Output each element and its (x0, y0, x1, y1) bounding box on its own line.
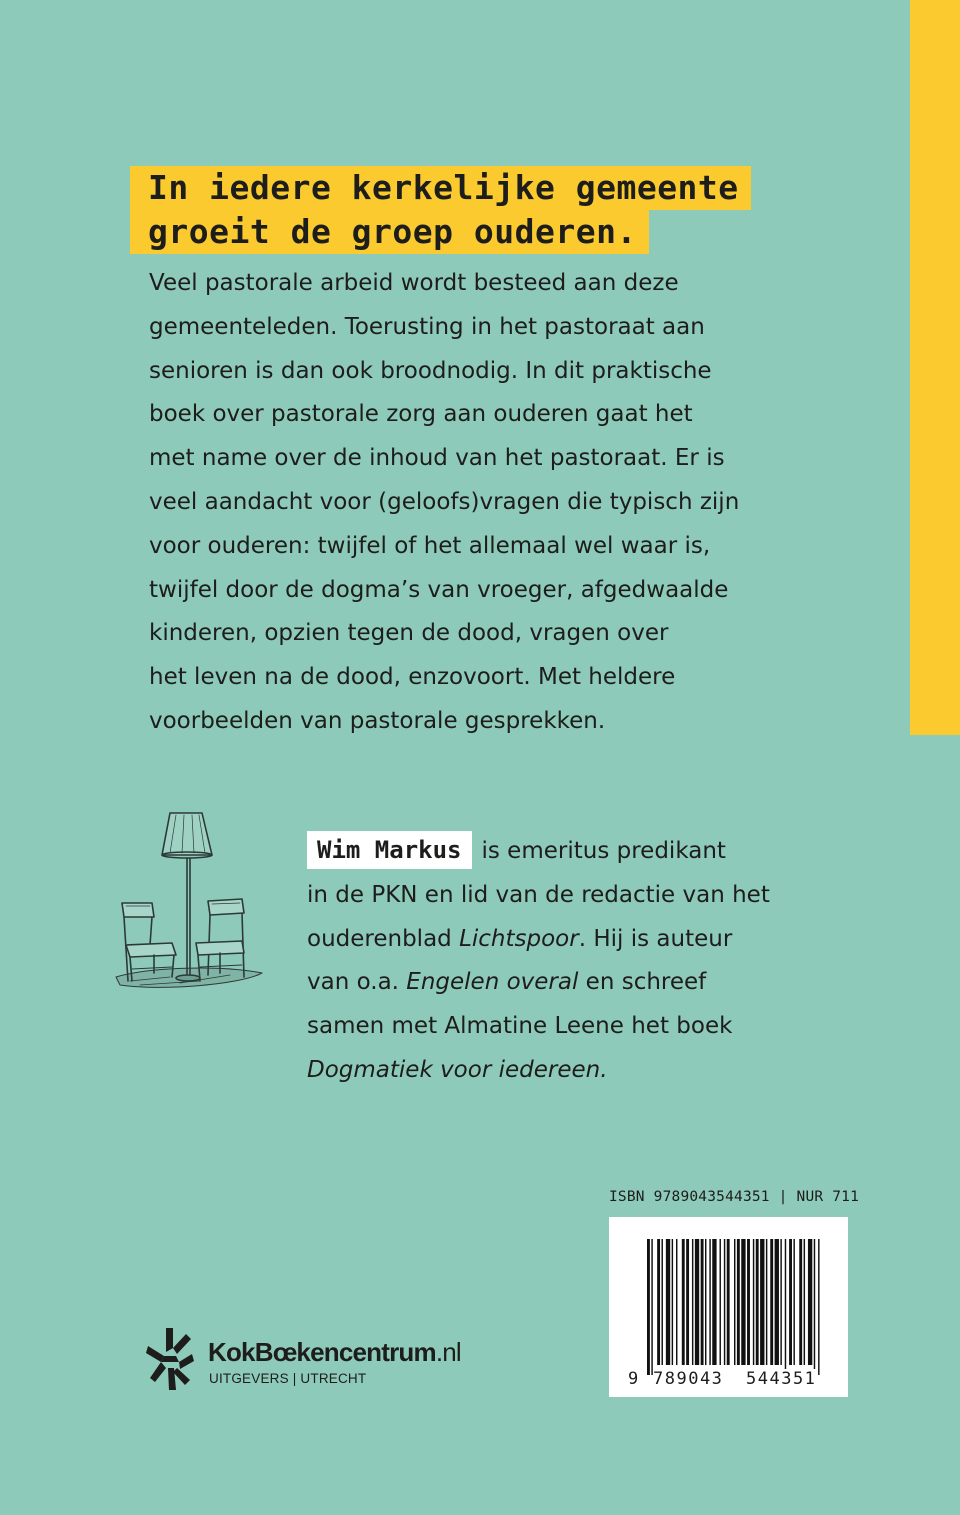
barcode-bar (686, 1239, 689, 1365)
author-bio-text: . Hij is auteur (578, 925, 733, 952)
isbn-nur-line: ISBN 9789043544351 | NUR 711 (609, 1189, 860, 1205)
author-name: Wim Markus (307, 831, 472, 869)
barcode-bar (662, 1239, 663, 1365)
barcode-bar (775, 1239, 779, 1365)
publisher-logo-mark-icon (146, 1326, 194, 1392)
barcode-bar (785, 1239, 786, 1375)
publisher-logo (146, 1326, 486, 1396)
barcode-bar (753, 1239, 754, 1365)
blurb-line: senioren is dan ook broodnodig. In dit praktische (149, 357, 712, 384)
barcode-bar (766, 1239, 767, 1365)
barcode-bar (789, 1239, 792, 1365)
barcode-bar (724, 1239, 725, 1365)
barcode-bar (756, 1239, 759, 1365)
author-bio-line-3 (307, 918, 777, 962)
barcode-digits-left: 789043 (653, 1369, 724, 1389)
blurb-line: twijfel door de dogma’s van vroeger, afgedwaalde (149, 576, 729, 603)
blurb-line: boek over pastorale zorg aan ouderen gaat het (149, 401, 693, 428)
barcode-bar (799, 1239, 802, 1365)
publisher-name (208, 1337, 461, 1368)
barcode-bar (793, 1239, 794, 1365)
headline (130, 166, 830, 254)
publisher-subtitle: UITGEVERS | UTRECHT (209, 1371, 367, 1386)
barcode-bar (804, 1239, 805, 1365)
barcode-bar (734, 1239, 735, 1365)
author-bio-text: en schreef (578, 969, 707, 996)
blurb-text (149, 262, 769, 744)
blurb-line: voorbeelden van pastorale gesprekken. (149, 707, 606, 734)
blurb-line: kinderen, opzien tegen de dood, vragen over (149, 620, 669, 647)
blurb-line: voor ouderen: twijfel of het allemaal wel waar is, (149, 532, 711, 559)
barcode-bar (720, 1239, 721, 1365)
author-bio-text: van o.a. (307, 969, 407, 996)
blurb-line: het leven na de dood, enzovoort. Met heldere (149, 664, 676, 691)
barcode-bar (780, 1239, 781, 1365)
barcode-bar (692, 1239, 693, 1365)
barcode-digit-first: 9 (628, 1369, 639, 1389)
barcode-bar (760, 1239, 764, 1365)
blurb-line: gemeenteleden. Toerusting in het pastoraat aan (149, 313, 705, 340)
barcode-digits (609, 1365, 848, 1395)
barcode-bar (741, 1239, 745, 1365)
barcode-bar (737, 1239, 740, 1365)
blurb-line: met name over de inhoud van het pastoraat. Er is (149, 445, 725, 472)
barcode-bar (657, 1239, 660, 1365)
author-bio-line-4 (307, 961, 777, 1005)
barcode-bar (647, 1239, 650, 1375)
barcode-bar (705, 1239, 706, 1365)
barcode-bar (747, 1239, 750, 1365)
headline-line-2: groeit de groep ouderen. (130, 210, 649, 254)
author-bio-line-1 (307, 830, 777, 874)
magazine-title: Lichtspoor (459, 925, 579, 952)
book-title: Engelen overal (406, 969, 579, 996)
author-bio-text: ouderenblad (307, 925, 460, 952)
barcode-bar (808, 1239, 812, 1365)
lamp-and-chairs-illustration (110, 805, 270, 1005)
barcode-bar (701, 1239, 704, 1365)
barcode-bar (770, 1239, 773, 1365)
barcode-bar (818, 1239, 819, 1375)
barcode-bar (682, 1239, 685, 1365)
barcode-bar (712, 1239, 716, 1365)
blurb-line: Veel pastorale arbeid wordt besteed aan deze (149, 270, 679, 296)
publisher-name-main: KokBœkencentrum (208, 1337, 436, 1367)
book-title: Dogmatiek voor iedereen. (307, 1056, 608, 1083)
barcode (609, 1217, 848, 1397)
barcode-digits-right: 544351 (746, 1369, 817, 1389)
barcode-bar (651, 1239, 652, 1375)
headline-line-1: In iedere kerkelijke gemeente (130, 166, 751, 210)
author-bio-text: is emeritus predikant (481, 838, 726, 864)
barcode-bar (727, 1239, 730, 1365)
author-bio (307, 830, 777, 1093)
publisher-name-suffix: .nl (435, 1337, 461, 1367)
barcode-bar (814, 1239, 815, 1375)
author-bio-line-2: in de PKN en lid van de redactie van het (307, 881, 770, 908)
barcode-bar (709, 1239, 710, 1365)
barcode-bar (672, 1239, 673, 1365)
author-bio-line-6 (307, 1049, 777, 1093)
barcode-bar (676, 1239, 677, 1365)
yellow-accent-strip (910, 0, 960, 735)
author-bio-line-5: samen met Almatine Leene het boek (307, 1013, 733, 1040)
barcode-bar (695, 1239, 699, 1365)
barcode-bar (666, 1239, 670, 1365)
blurb-line: veel aandacht voor (geloofs)vragen die typisch zijn (149, 488, 740, 515)
